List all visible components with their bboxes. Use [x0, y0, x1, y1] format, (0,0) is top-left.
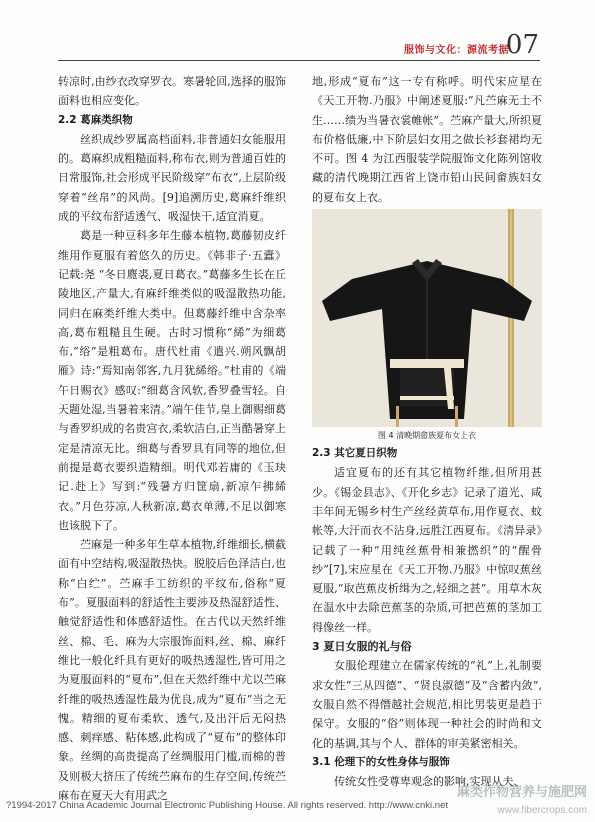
- waist-sash: [390, 359, 464, 368]
- garment-illustration: [312, 209, 542, 427]
- figure-caption: 图 4 清晚期畲族夏布女上衣: [377, 431, 477, 441]
- paragraph: 传统女性受尊卑观念的影响,实现从夫、: [334, 775, 525, 789]
- paragraph: 苎麻是一种多年生草本植物,纤维细长,横截面有中空结构,吸湿散热快。脱胶后色泽洁白,也称“白纻”。苎麻手工纺织的平纹布,俗称“夏布”。夏服面料的舒适性主要涉及热湿舒适性、触觉舒适性和体感舒适性。在古代以天然纤维丝、棉、毛、麻为大宗服饰面料,丝、棉、麻纤维比一般化纤具有更好的吸热透湿性,皆可用之为夏服面料的“夏布”,但在天然纤维中尤以苎麻纤维的吸热透湿性最为优良,成为“夏布”当之无愧。精细的夏布柔软、透气,及出汗后无闷热感、刺痒感、粘体感,此构成了“夏布”的整体印象。丝绸的高贵提高了丝绸服用门槛,而棉的普及则极大挤压了传统苎麻布的生存空间,传统苎麻布在夏天大有用武之: [58, 538, 286, 802]
- section-heading-3: 3 夏日女服的礼与俗: [312, 640, 412, 654]
- paragraph: 转凉时,由纱衣改穿罗衣。寒暑轮回,选择的服饰面料也相应变化。: [58, 75, 286, 108]
- right-column: [312, 72, 542, 791]
- copyright-footer: ?1994-2017 China Academic Journal Electronic Publishing House. All rights reserved. http://www.cnki.net: [6, 800, 448, 811]
- paragraph: 丝织成纱罗属高档面料,非普通妇女能服用的。葛麻织成粗糙面料,称布衣,则为普通百姓的日常服饰,社会形成平民阶级穿“布衣”,上层阶级穿着“丝帛”的风尚。[9]追溯历史,葛麻纤维织成的平纹布舒适透气、吸湿快干,适宜消夏。: [58, 132, 286, 224]
- left-column: [58, 72, 286, 805]
- paragraph: 适宜夏布的还有其它植物纤维,但所用甚少。《锡金县志》、《开化乡志》记录了道光、咸丰年间无锡乡村生产丝经黄草布,用作夏衣、蚊帐等,大汗而衣不沾身,远胜江西夏布。《清异录》记载了一种“用纯丝蕉骨相兼撚织”的“醒骨纱”[7],宋应星在《天工开物.乃服》中惊叹蕉丝夏服,“取芭蕉皮析缉为之,轻细之甚”。用草木灰在温水中去除芭蕉茎的杂质,可把芭蕉的茎加工得像丝一样。: [312, 466, 542, 634]
- page-number: 07: [505, 30, 539, 60]
- watermark: 麻类作物营养与施肥网: [456, 785, 587, 800]
- paragraph: 地,形成“夏布”这一专有称呼。明代宋应星在《天工开物.乃服》中阐述夏服:“凡苎麻无土不生……绩为当暑衣裳帷帐”。苎麻产量大,所织夏布价格低廉,中下阶层妇女用之做长衫套裙均无不可。图 4 为江西服装学院服饰文化陈列馆收藏的清代晚期江西省上饶市铅山民间畲族妇女的夏布女上衣。: [312, 75, 542, 204]
- section-heading-2-3: 2.3 其它夏日织物: [312, 447, 398, 460]
- section-heading-2-2: 2.2 葛麻类织物: [58, 113, 133, 126]
- watermark-url: www.fibercrops.com: [497, 805, 587, 816]
- running-head: 服饰与文化：源流考据: [404, 45, 509, 56]
- paragraph: 女服伦理建立在儒家传统的“礼”上,礼制要求女性“三从四德”、“贤良淑德”及“含蓄内敛”,女服自然不得僭越社会规范,相比男装更是趋于保守。女服的“俗”则体现一种社会的时尚和文化的基调,其与个人、群体的审美紧密相关。: [312, 659, 542, 750]
- figure-garment-photo: [312, 209, 542, 427]
- paragraph: 葛是一种豆科多年生藤本植物,葛藤韧皮纤维用作夏服有着悠久的历史。《韩非子·五蠹》记载:尧 “冬日麑裘,夏日葛衣。”葛藤多生长在丘陵地区,产量大,有麻纤维类似的吸湿散热功能,同归在麻类纤维大类中。但葛藤纤维中含杂率高,葛布粗糙且生硬。古时习惯称“絺”为细葛布,“绤”是粗葛布。唐代杜甫《遣兴.朔风飘胡雁》诗:“焉知南邻客,九月犹絺绤。”杜甫的《端午日赐衣》感叹:“细葛含风软,香罗叠雪轻。自天题处湿,当暑着来清。”端午佳节,皇上御赐细葛与香罗织成的名贵宫衣,柔软洁白,正当酷暑穿上定是清凉无比。细葛与香罗具有同等的地位,但前提是葛衣要织造精细。明代邓若庸的《玉玦记.赴上》写到:“残暑方归筐扇,新凉乍拂絺衣。”月色芬凉,人秋新凉,葛衣单薄,不足以御寒也该脱下了。: [58, 229, 286, 532]
- header-rule: [58, 60, 540, 61]
- section-heading-3-1: 3.1 伦理下的女性身体与服饰: [312, 755, 450, 768]
